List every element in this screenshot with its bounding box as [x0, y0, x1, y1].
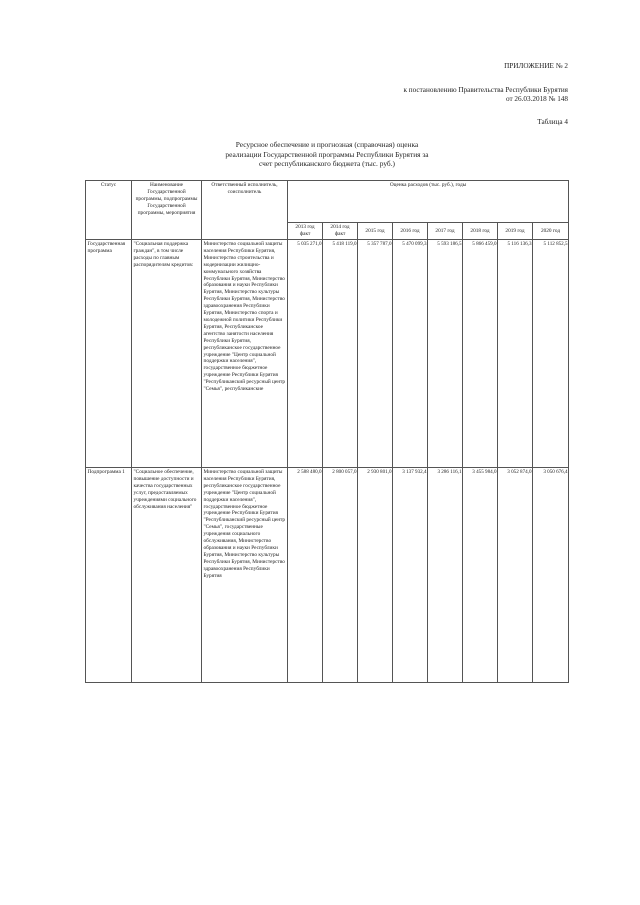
row-executor: Министерство социальной защиты населения Республики Бурятия, Министерство строительства и модернизации жилищно-коммунального хозяйства Республики Бурятия, Министерство образования и науки Республики Бурятия, Министерство культуры Республики Бурятия, Министерство здравоохранения Республики Бурятия, Министерство спорта и молодежной политики Республики Бурятия, Республиканское агентство занятости населения Республики Бурятия, республиканское государственное учреждение "Центр социальной поддержки населения", государственное бюджетное учреждение Республики Бурятия "Республиканский ресурсный центр "Семья", республиканские: [202, 240, 288, 468]
year-2015: 2015 год: [358, 223, 393, 240]
row-name: "Социальная поддержка граждан", в том числе расходы по главным распорядителям кредитов:: [132, 240, 202, 468]
year-2017: 2017 год: [428, 223, 463, 240]
value-2017: 3 286 116,1: [428, 468, 463, 683]
row-executor: Министерство социальной защиты населения Республики Бурятия, республиканское государственное учреждение "Центр социальной поддержки населения", государственное бюджетное учреждение Республики Бурятия "Республиканский ресурсный центр "Семья", государственные учреждения социального обслуживания, Министерство образования и науки Республики Бурятия, Министерство культуры Республики Бурятия, Министерство здравоохранения Республики Бурятия: [202, 468, 288, 683]
year-2020: 2020 год: [533, 223, 569, 240]
title-line-1: Ресурсное обеспечение и прогнозная (справочная) оценка: [235, 140, 419, 149]
budget-table: [85, 180, 569, 683]
header-status: Статус: [86, 181, 132, 240]
value-2018: 3 455 984,0: [463, 468, 498, 683]
decree-line-1: к постановлению Правительства Республики Бурятия: [403, 86, 568, 94]
header-row-1: [86, 181, 569, 223]
value-2018: 5 866 459,0: [463, 240, 498, 468]
row-status: Государственная программа: [86, 240, 132, 468]
year-2016: 2016 год: [393, 223, 428, 240]
table-number: Таблица 4: [537, 118, 568, 126]
header-name: Наименование Государственной программы, подпрограммы Государственной программы, мероприятия: [132, 181, 202, 240]
value-2020: 3 050 676,4: [533, 468, 569, 683]
decree-line-2: от 26.03.2018 № 148: [505, 95, 568, 103]
value-2015: 5 357 787,0: [358, 240, 393, 468]
value-2014: 2 800 057,0: [323, 468, 358, 683]
row-name: "Социальное обеспечение, повышение доступности и качества государственных услуг, предоставляемых учреждениями социального обслуживания населения": [132, 468, 202, 683]
document-title: [200, 140, 454, 169]
value-2019: 3 052 874,0: [498, 468, 533, 683]
appendix-label: ПРИЛОЖЕНИЕ № 2: [504, 62, 568, 70]
value-2014: 5 418 119,0: [323, 240, 358, 468]
value-2019: 5 116 136,3: [498, 240, 533, 468]
year-2014: 2014 год факт: [323, 223, 358, 240]
table-row: [86, 468, 569, 683]
row-status: Подпрограмма 1: [86, 468, 132, 683]
title-line-3: счет республиканского бюджета (тыс. руб.): [258, 159, 395, 168]
value-2020: 5 112 852,5: [533, 240, 569, 468]
value-2015: 2 930 801,0: [358, 468, 393, 683]
year-2013: 2013 год факт: [288, 223, 323, 240]
value-2017: 5 593 186,5: [428, 240, 463, 468]
value-2016: 5 470 099,3: [393, 240, 428, 468]
value-2016: 3 137 932,4: [393, 468, 428, 683]
year-2018: 2018 год: [463, 223, 498, 240]
title-line-2: реализации Государственной программы Республики Бурятия за: [225, 149, 429, 159]
value-2013: 5 035 271,0: [288, 240, 323, 468]
year-2019: 2019 год: [498, 223, 533, 240]
table-row: [86, 240, 569, 468]
header-estimate: Оценка расходов (тыс. руб.), годы: [288, 181, 569, 223]
value-2013: 2 588 480,0: [288, 468, 323, 683]
header-executor: Ответственный исполнитель, соисполнитель: [202, 181, 288, 240]
